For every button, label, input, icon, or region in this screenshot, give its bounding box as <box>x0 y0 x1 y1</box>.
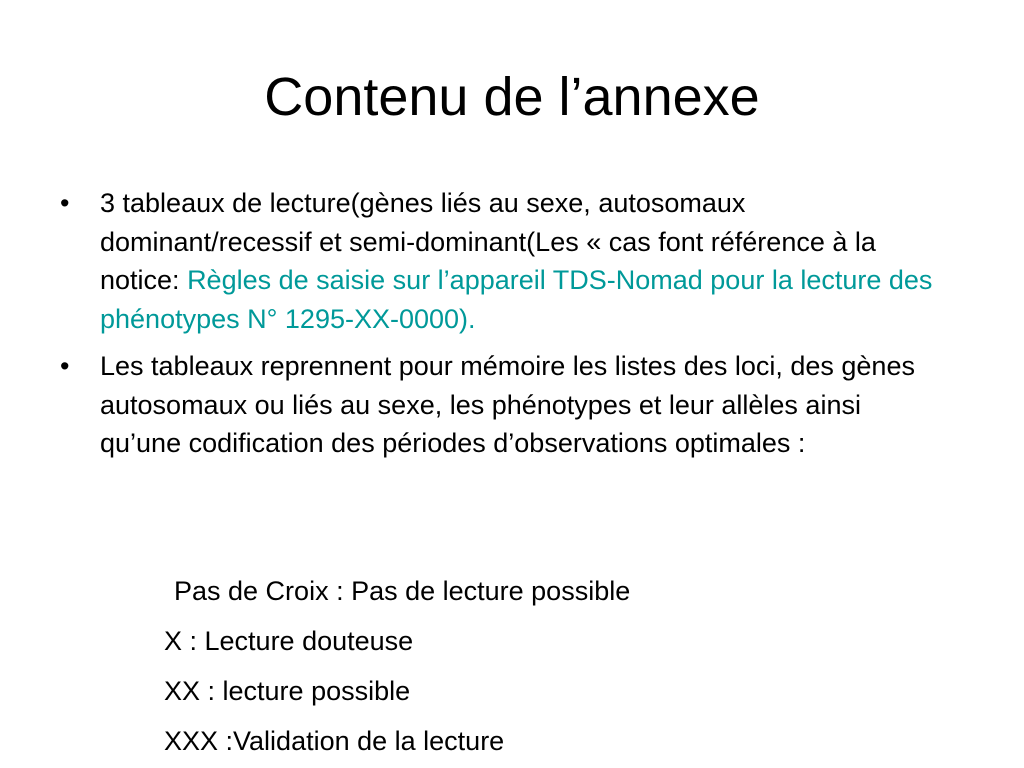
code-line-xx: XX : lecture possible <box>164 676 411 706</box>
bullet-text-highlight: Règles de saisie sur l’appareil TDS-Nomad pour la lecture des phénotypes N° 1295-XX-0000). <box>100 265 933 334</box>
bullet-item-codification <box>0 347 1024 463</box>
bullet-marker: • <box>60 188 70 218</box>
bullet-text-main: Les tableaux reprennent pour mémoire les listes des loci, des gènes autosomaux ou liés au sexe, les phénotypes et leur allèles ainsi qu’une codification des périodes d’observations optimales : <box>100 351 915 458</box>
code-line-xxx: XXX :Validation de la lecture <box>164 726 505 756</box>
code-line-x: X : Lecture douteuse <box>164 626 414 656</box>
bullet-list <box>0 184 1024 463</box>
bullet-item-tables <box>0 184 1024 338</box>
code-line-no-cross: Pas de Croix : Pas de lecture possible <box>174 576 631 606</box>
bullet-text-main: 3 tableaux de lecture(gènes liés au sexe, autosomaux dominant/recessif et semi-dominant(Les « cas font référence à la notice: <box>100 188 876 295</box>
bullet-text <box>100 184 940 338</box>
bullet-text <box>100 347 940 463</box>
slide-title: Contenu de l’annexe <box>264 67 760 127</box>
bullet-marker: • <box>60 351 70 381</box>
